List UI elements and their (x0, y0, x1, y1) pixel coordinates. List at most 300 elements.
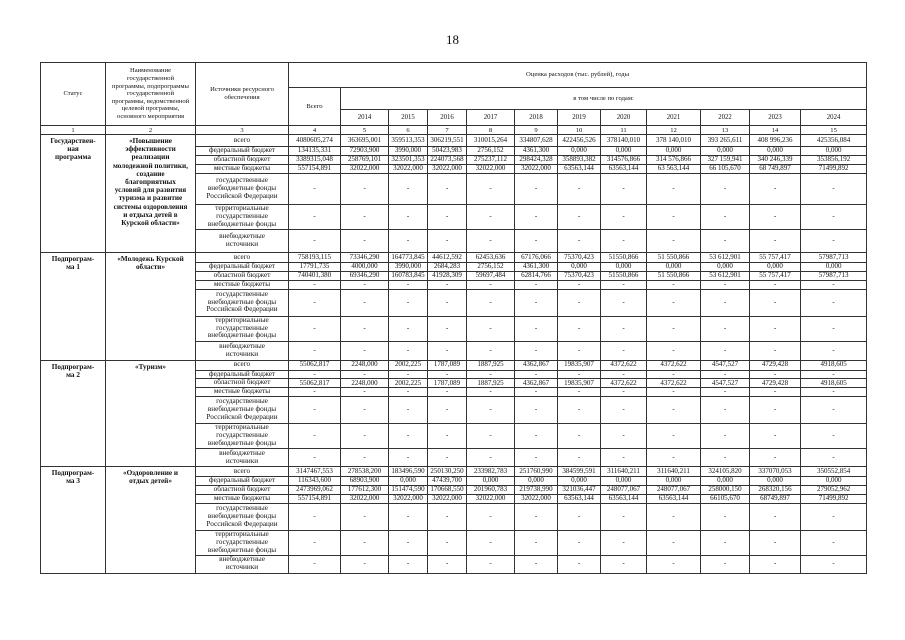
source-label: внебюджетные источники (196, 341, 289, 360)
source-label: местные бюджеты (196, 388, 289, 397)
value-cell-2023: - (750, 230, 801, 253)
value-cell-2017: 275237,112 (467, 156, 515, 165)
value-cell-2017: - (467, 449, 515, 467)
value-cell-2015: 32022,000 (389, 165, 428, 174)
value-cell-2018: - (515, 316, 558, 341)
value-cell-2023: 0,000 (750, 147, 801, 156)
value-cell-2015: 160783,845 (389, 271, 428, 280)
year-header-2022: 2022 (701, 110, 750, 126)
value-cell-2016: - (428, 424, 467, 449)
value-cell-2015: 3990,000 (389, 263, 428, 272)
value-cell-2024: - (801, 530, 867, 555)
value-cell-2014: - (341, 370, 389, 379)
value-cell-2024: - (801, 449, 867, 467)
value-cell-2018: - (515, 424, 558, 449)
value-cell-2023: - (750, 503, 801, 530)
value-cell-total: - (289, 205, 341, 230)
value-cell-2018: - (515, 280, 558, 289)
value-cell-2023: 68 749,897 (750, 165, 801, 174)
value-cell-2019: 321036,447 (558, 485, 601, 494)
value-cell-total: - (289, 341, 341, 360)
value-cell-2017: 32022,000 (467, 165, 515, 174)
value-cell-total: - (289, 449, 341, 467)
value-cell-2022: - (701, 397, 750, 424)
value-cell-2019: 358893,382 (558, 156, 601, 165)
value-cell-2024: 71499,892 (801, 165, 867, 174)
value-cell-2021: - (647, 230, 701, 253)
value-cell-2019: 0,000 (558, 263, 601, 272)
value-cell-2019: 422456,526 (558, 135, 601, 147)
value-cell-2015: - (389, 316, 428, 341)
source-label: государственные внебюджетные фонды Российской Федерации (196, 397, 289, 424)
value-cell-2020: 378140,010 (601, 135, 647, 147)
value-cell-2021: 311640,211 (647, 467, 701, 477)
value-cell-2024: 57987,713 (801, 271, 867, 280)
value-cell-2020: 63563,144 (601, 165, 647, 174)
value-cell-2021: - (647, 174, 701, 205)
value-cell-2019: - (558, 530, 601, 555)
value-cell-2018: - (515, 388, 558, 397)
value-cell-2016: 47439,700 (428, 477, 467, 486)
value-cell-2016: 1787,089 (428, 360, 467, 370)
value-cell-2017: - (467, 280, 515, 289)
value-cell-2020: 311640,211 (601, 467, 647, 477)
value-cell-2018: - (515, 205, 558, 230)
value-cell-2014: 4000,000 (341, 263, 389, 272)
status-cell: Государствен- ная программа (41, 135, 106, 253)
value-cell-2014: - (341, 397, 389, 424)
value-cell-2022: - (701, 370, 750, 379)
value-cell-2021: - (647, 424, 701, 449)
value-cell-2021: - (647, 289, 701, 316)
value-cell-2014: 2248,000 (341, 379, 389, 388)
year-header-2015: 2015 (389, 110, 428, 126)
value-cell-2014: - (341, 555, 389, 573)
value-cell-2023: - (750, 449, 801, 467)
value-cell-2018: 219738,990 (515, 485, 558, 494)
value-cell-2015: 151474,590 (389, 485, 428, 494)
value-cell-2020: 51550,866 (601, 271, 647, 280)
value-cell-2023: 408 996,236 (750, 135, 801, 147)
value-cell-2024: - (801, 174, 867, 205)
program-name-cell: «Молодежь Курской области» (106, 253, 196, 361)
value-cell-2023: - (750, 397, 801, 424)
year-header-2019: 2019 (558, 110, 601, 126)
value-cell-2017: - (467, 397, 515, 424)
value-cell-2018: 251760,990 (515, 467, 558, 477)
value-cell-2016: - (428, 289, 467, 316)
value-cell-2016: 32022,000 (428, 165, 467, 174)
value-cell-total: - (289, 280, 341, 289)
value-cell-2018: - (515, 341, 558, 360)
value-cell-2021: - (647, 341, 701, 360)
value-cell-2021: - (647, 555, 701, 573)
value-cell-2022: - (701, 289, 750, 316)
value-cell-2014: 32022,000 (341, 165, 389, 174)
value-cell-2014: 32022,000 (341, 494, 389, 503)
value-cell-2022: - (701, 503, 750, 530)
column-number-5: 5 (341, 126, 389, 135)
value-cell-2021: - (647, 205, 701, 230)
column-number-1: 1 (41, 126, 106, 135)
value-cell-2015: 0,000 (389, 477, 428, 486)
value-cell-2015: - (389, 388, 428, 397)
value-cell-2016: - (428, 280, 467, 289)
value-cell-total: - (289, 370, 341, 379)
value-cell-2021: 314 576,866 (647, 156, 701, 165)
value-cell-total: - (289, 316, 341, 341)
value-cell-2016: 224073,568 (428, 156, 467, 165)
value-cell-2018: 62814,766 (515, 271, 558, 280)
value-cell-2022: 4547,527 (701, 379, 750, 388)
by-years-header: в том числе по годам: (341, 88, 867, 110)
value-cell-2023: 0,000 (750, 263, 801, 272)
value-cell-2022: 327 159,941 (701, 156, 750, 165)
value-cell-2019: 0,000 (558, 147, 601, 156)
value-cell-2020: 248077,067 (601, 485, 647, 494)
value-cell-2017: - (467, 341, 515, 360)
column-number-10: 10 (558, 126, 601, 135)
value-cell-total: 4080605,274 (289, 135, 341, 147)
value-cell-total: 17791,735 (289, 263, 341, 272)
year-header-2024: 2024 (801, 110, 867, 126)
year-header-2016: 2016 (428, 110, 467, 126)
source-label: государственные внебюджетные фонды Российской Федерации (196, 289, 289, 316)
value-cell-2014: - (341, 205, 389, 230)
value-cell-2015: - (389, 370, 428, 379)
value-cell-2024: - (801, 280, 867, 289)
value-cell-2022: - (701, 449, 750, 467)
value-cell-2020: 4372,622 (601, 360, 647, 370)
value-cell-2020: - (601, 530, 647, 555)
value-cell-2022: - (701, 316, 750, 341)
value-cell-2021: 63 563,144 (647, 165, 701, 174)
source-label: всего (196, 467, 289, 477)
value-cell-2015: - (389, 449, 428, 467)
value-cell-2020: - (601, 205, 647, 230)
value-cell-2014: 69346,290 (341, 271, 389, 280)
value-cell-2019: - (558, 424, 601, 449)
source-label: территориальные государственные внебюджетные фонды (196, 424, 289, 449)
value-cell-2015: - (389, 205, 428, 230)
source-label: всего (196, 253, 289, 263)
value-cell-2022: 53 612,901 (701, 253, 750, 263)
value-cell-2021: - (647, 370, 701, 379)
value-cell-2018: 298424,328 (515, 156, 558, 165)
value-cell-2018: 67176,066 (515, 253, 558, 263)
value-cell-2024: - (801, 205, 867, 230)
value-cell-2020: - (601, 388, 647, 397)
value-cell-2014: 72903,900 (341, 147, 389, 156)
value-cell-2018: 4361,300 (515, 263, 558, 272)
value-cell-2020: - (601, 424, 647, 449)
status-cell: Подпрограм- ма 3 (41, 467, 106, 574)
value-cell-2016: - (428, 503, 467, 530)
value-cell-2022: 324105,820 (701, 467, 750, 477)
source-label: территориальные государственные внебюджетные фонды (196, 530, 289, 555)
value-cell-2024: - (801, 370, 867, 379)
value-cell-2024: - (801, 503, 867, 530)
value-cell-2023: 340 246,339 (750, 156, 801, 165)
value-cell-2024: - (801, 289, 867, 316)
value-cell-2017: - (467, 205, 515, 230)
value-cell-2019: - (558, 555, 601, 573)
value-cell-2022: - (701, 555, 750, 573)
column-number-2: 2 (106, 126, 196, 135)
source-label: федеральный бюджет (196, 370, 289, 379)
value-cell-2020: 4372,622 (601, 379, 647, 388)
value-cell-2015: - (389, 289, 428, 316)
value-cell-2022: 66 105,670 (701, 165, 750, 174)
source-label: всего (196, 360, 289, 370)
expenditure-estimate-header: Оценка расходов (тыс. рублей), годы (289, 63, 867, 88)
value-cell-2023: 0,000 (750, 477, 801, 486)
value-cell-2023: - (750, 289, 801, 316)
value-cell-2017: - (467, 388, 515, 397)
value-cell-2022: - (701, 530, 750, 555)
state-program-total-row (41, 135, 867, 147)
value-cell-2015: - (389, 174, 428, 205)
year-header-2023: 2023 (750, 110, 801, 126)
value-cell-2016: - (428, 316, 467, 341)
value-cell-total: - (289, 424, 341, 449)
value-cell-2022: 393 265,611 (701, 135, 750, 147)
value-cell-2015: - (389, 555, 428, 573)
source-label: всего (196, 135, 289, 147)
value-cell-2018: - (515, 449, 558, 467)
value-cell-2019: 75370,423 (558, 271, 601, 280)
value-cell-2020: - (601, 289, 647, 316)
value-cell-2016: - (428, 341, 467, 360)
value-cell-2024: - (801, 397, 867, 424)
value-cell-2021: 0,000 (647, 477, 701, 486)
value-cell-2020: - (601, 370, 647, 379)
source-label: областной бюджет (196, 271, 289, 280)
value-cell-total: 740401,380 (289, 271, 341, 280)
value-cell-2023: - (750, 205, 801, 230)
value-cell-2015: 359513,353 (389, 135, 428, 147)
value-cell-2016: 50423,983 (428, 147, 467, 156)
value-cell-2015: 164773,845 (389, 253, 428, 263)
value-cell-total: 55062,817 (289, 379, 341, 388)
value-cell-2017: - (467, 289, 515, 316)
value-cell-2018: 32022,000 (515, 165, 558, 174)
value-cell-2020: - (601, 449, 647, 467)
value-cell-2020: 0,000 (601, 263, 647, 272)
value-cell-total: 2473969,062 (289, 485, 341, 494)
year-header-2018: 2018 (515, 110, 558, 126)
value-cell-total: 3147467,553 (289, 467, 341, 477)
value-cell-2015: - (389, 503, 428, 530)
value-cell-total: 557154,891 (289, 165, 341, 174)
value-cell-2023: 55 757,417 (750, 253, 801, 263)
value-cell-2017: - (467, 555, 515, 573)
value-cell-2015: 3990,000 (389, 147, 428, 156)
source-label: территориальные государственные внебюджетные фонды (196, 205, 289, 230)
value-cell-2015: 323501,353 (389, 156, 428, 165)
value-cell-2020: - (601, 555, 647, 573)
value-cell-2021: - (647, 530, 701, 555)
subprogram-2-total-row (41, 360, 867, 370)
year-header-2020: 2020 (601, 110, 647, 126)
source-label: местные бюджеты (196, 280, 289, 289)
value-cell-2017: - (467, 370, 515, 379)
value-cell-2022: - (701, 388, 750, 397)
value-cell-total: - (289, 289, 341, 316)
value-cell-2017: - (467, 230, 515, 253)
source-label: территориальные государственные внебюджетные фонды (196, 316, 289, 341)
column-number-6: 6 (389, 126, 428, 135)
value-cell-2021: 63563,144 (647, 494, 701, 503)
value-cell-total: - (289, 388, 341, 397)
value-cell-2024: 57987,713 (801, 253, 867, 263)
column-number-12: 12 (647, 126, 701, 135)
header-row-column-numbers (41, 126, 867, 135)
status-column-header: Статус (41, 63, 106, 126)
value-cell-2024: 0,000 (801, 263, 867, 272)
value-cell-2016: 1787,089 (428, 379, 467, 388)
value-cell-2020: 0,000 (601, 477, 647, 486)
value-cell-2024: - (801, 341, 867, 360)
value-cell-2017: 310015,264 (467, 135, 515, 147)
value-cell-2019: - (558, 230, 601, 253)
column-number-13: 13 (701, 126, 750, 135)
value-cell-2014: - (341, 424, 389, 449)
value-cell-2022: - (701, 174, 750, 205)
value-cell-2016: - (428, 388, 467, 397)
value-cell-2015: 32022,000 (389, 494, 428, 503)
value-cell-total: 557154,891 (289, 494, 341, 503)
value-cell-2022: 0,000 (701, 263, 750, 272)
value-cell-2024: 0,000 (801, 147, 867, 156)
value-cell-2017: 2756,152 (467, 263, 515, 272)
value-cell-2014: - (341, 289, 389, 316)
value-cell-total: 55062,817 (289, 360, 341, 370)
value-cell-2023: 268320,156 (750, 485, 801, 494)
value-cell-2017: - (467, 530, 515, 555)
value-cell-2017: 59697,484 (467, 271, 515, 280)
value-cell-2015: 183496,590 (389, 467, 428, 477)
value-cell-2014: 73346,290 (341, 253, 389, 263)
year-header-2021: 2021 (647, 110, 701, 126)
value-cell-2019: - (558, 280, 601, 289)
value-cell-2015: 2002,225 (389, 360, 428, 370)
value-cell-2022: - (701, 205, 750, 230)
value-cell-2017: 2756,152 (467, 147, 515, 156)
value-cell-2015: 2002,225 (389, 379, 428, 388)
source-label: государственные внебюджетные фонды Российской Федерации (196, 503, 289, 530)
source-label: областной бюджет (196, 156, 289, 165)
value-cell-2022: - (701, 280, 750, 289)
value-cell-2020: 0,000 (601, 147, 647, 156)
value-cell-total: 134135,331 (289, 147, 341, 156)
value-cell-2014: - (341, 316, 389, 341)
value-cell-2015: - (389, 424, 428, 449)
subprogram-3-total-row (41, 467, 867, 477)
value-cell-2018: - (515, 174, 558, 205)
value-cell-2016: - (428, 530, 467, 555)
value-cell-2017: 1887,925 (467, 379, 515, 388)
status-cell: Подпрограм- ма 1 (41, 253, 106, 361)
value-cell-2019: - (558, 449, 601, 467)
value-cell-2014: - (341, 280, 389, 289)
value-cell-2022: - (701, 424, 750, 449)
value-cell-total: - (289, 503, 341, 530)
value-cell-2015: - (389, 280, 428, 289)
column-number-15: 15 (801, 126, 867, 135)
column-number-7: 7 (428, 126, 467, 135)
value-cell-2023: - (750, 370, 801, 379)
value-cell-2020: 63563,144 (601, 494, 647, 503)
value-cell-2022: 4547,527 (701, 360, 750, 370)
value-cell-2020: - (601, 280, 647, 289)
value-cell-2023: - (750, 530, 801, 555)
program-name-cell: «Повышение эффективности реализации молодежной политики, создание благоприятных условий для развития туризма и развитие системы оздоровления и отдыха детей в Курской области» (106, 135, 196, 253)
table-body (41, 135, 867, 574)
value-cell-2016: 306219,551 (428, 135, 467, 147)
value-cell-2021: - (647, 388, 701, 397)
value-cell-2018: - (515, 397, 558, 424)
value-cell-2024: 71499,892 (801, 494, 867, 503)
value-cell-2014: - (341, 341, 389, 360)
value-cell-total: - (289, 230, 341, 253)
value-cell-2018: 4361,300 (515, 147, 558, 156)
sources-column-header: Источники ресурсного обеспечения (196, 63, 289, 126)
source-label: федеральный бюджет (196, 263, 289, 272)
value-cell-2023: 337070,053 (750, 467, 801, 477)
value-cell-2017: 0,000 (467, 477, 515, 486)
value-cell-2016: - (428, 397, 467, 424)
value-cell-2022: 0,000 (701, 147, 750, 156)
value-cell-2020: - (601, 341, 647, 360)
value-cell-2024: 0,000 (801, 477, 867, 486)
value-cell-2024: 425356,084 (801, 135, 867, 147)
value-cell-2020: - (601, 397, 647, 424)
value-cell-2021: 51 550,866 (647, 271, 701, 280)
value-cell-2023: - (750, 174, 801, 205)
value-cell-2024: 4918,605 (801, 360, 867, 370)
value-cell-2017: - (467, 424, 515, 449)
value-cell-2024: - (801, 230, 867, 253)
value-cell-2015: - (389, 341, 428, 360)
value-cell-2018: - (515, 289, 558, 316)
value-cell-2021: 4372,622 (647, 379, 701, 388)
value-cell-2024: - (801, 424, 867, 449)
value-cell-2018: 4362,867 (515, 360, 558, 370)
budget-table (40, 62, 867, 574)
source-label: федеральный бюджет (196, 147, 289, 156)
value-cell-2021: 51 550,866 (647, 253, 701, 263)
value-cell-2022: - (701, 341, 750, 360)
column-number-14: 14 (750, 126, 801, 135)
value-cell-2019: 63563,144 (558, 494, 601, 503)
value-cell-2018: 334807,628 (515, 135, 558, 147)
value-cell-2017: - (467, 316, 515, 341)
value-cell-2023: 68749,897 (750, 494, 801, 503)
source-label: областной бюджет (196, 379, 289, 388)
value-cell-2014: - (341, 530, 389, 555)
name-column-header: Наименование государственной программы, подпрограммы государственной программы, ведомственной целевой программы, основного мероприятия (106, 63, 196, 126)
value-cell-2014: 68903,900 (341, 477, 389, 486)
value-cell-2021: - (647, 449, 701, 467)
value-cell-2023: - (750, 341, 801, 360)
value-cell-2024: 279052,962 (801, 485, 867, 494)
value-cell-2023: - (750, 424, 801, 449)
header-row-estimate (41, 63, 867, 88)
value-cell-2024: 350552,854 (801, 467, 867, 477)
value-cell-2014: 363695,001 (341, 135, 389, 147)
value-cell-2015: - (389, 230, 428, 253)
